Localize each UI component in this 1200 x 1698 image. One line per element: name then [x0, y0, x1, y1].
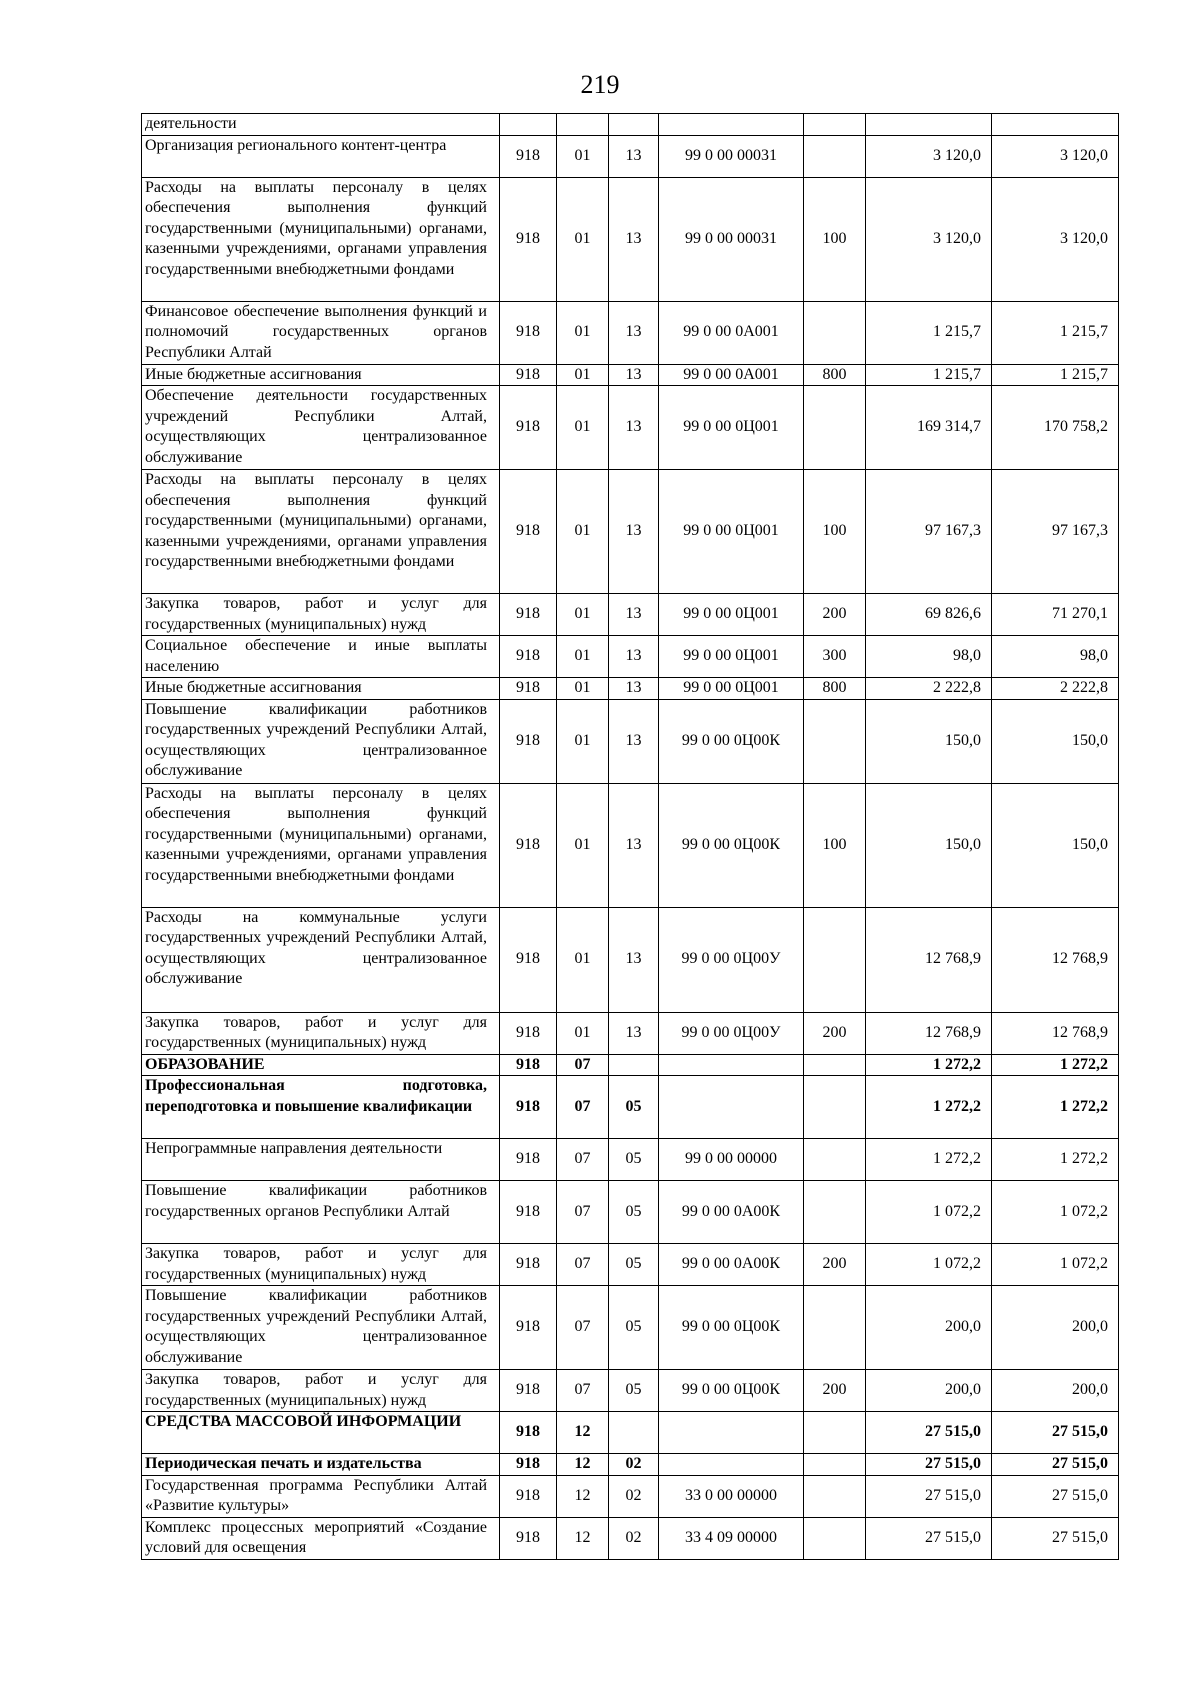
target-article-cell: 99 0 00 0Ц00К	[659, 783, 804, 907]
table-row	[142, 1286, 1119, 1370]
target-article-cell: 99 0 00 0Ц001	[659, 386, 804, 470]
row-name-cell: Иные бюджетные ассигнования	[142, 364, 500, 386]
table-row	[142, 177, 1119, 301]
row-name-cell: Периодическая печать и издательства	[142, 1454, 500, 1476]
expense-type-cell	[804, 1054, 866, 1076]
subsection-code-cell: 13	[609, 699, 659, 783]
subsection-code-cell: 13	[609, 594, 659, 636]
table-row	[142, 1454, 1119, 1476]
amount-year1-cell: 98,0	[866, 636, 992, 678]
row-name-cell: Социальное обеспечение и иные выплаты населению	[142, 636, 500, 678]
amount-year1-cell: 69 826,6	[866, 594, 992, 636]
amount-year2-cell	[992, 114, 1119, 136]
section-code-cell: 07	[557, 1244, 609, 1286]
amount-year1-cell: 1 272,2	[866, 1076, 992, 1139]
row-name-cell: Финансовое обеспечение выполнения функций и полномочий государственных органов Республики Алтай	[142, 301, 500, 364]
subsection-code-cell: 13	[609, 636, 659, 678]
budget-table	[141, 113, 1119, 1560]
row-name-cell: Расходы на выплаты персоналу в целях обеспечения выполнения функций государственными (муниципальными) органами, казенными учреждениями, органами управления государственными внебюджетными фондами	[142, 783, 500, 907]
expense-type-cell	[804, 135, 866, 177]
target-article-cell: 33 0 00 00000	[659, 1475, 804, 1517]
subsection-code-cell: 05	[609, 1181, 659, 1244]
amount-year2-cell: 27 515,0	[992, 1517, 1119, 1559]
section-code-cell: 07	[557, 1286, 609, 1370]
ministry-code-cell: 918	[500, 177, 557, 301]
ministry-code-cell: 918	[500, 301, 557, 364]
target-article-cell	[659, 1054, 804, 1076]
amount-year1-cell: 27 515,0	[866, 1412, 992, 1454]
ministry-code-cell: 918	[500, 1076, 557, 1139]
section-code-cell: 07	[557, 1370, 609, 1412]
section-code-cell: 01	[557, 907, 609, 1012]
amount-year2-cell: 1 215,7	[992, 301, 1119, 364]
subsection-code-cell: 13	[609, 364, 659, 386]
amount-year2-cell: 98,0	[992, 636, 1119, 678]
ministry-code-cell: 918	[500, 1517, 557, 1559]
section-code-cell	[557, 114, 609, 136]
amount-year1-cell: 1 072,2	[866, 1244, 992, 1286]
expense-type-cell	[804, 699, 866, 783]
amount-year1-cell: 1 272,2	[866, 1139, 992, 1181]
expense-type-cell: 100	[804, 177, 866, 301]
ministry-code-cell: 918	[500, 1139, 557, 1181]
ministry-code-cell	[500, 114, 557, 136]
amount-year2-cell: 200,0	[992, 1370, 1119, 1412]
table-row	[142, 699, 1119, 783]
section-code-cell: 01	[557, 386, 609, 470]
amount-year1-cell: 27 515,0	[866, 1475, 992, 1517]
amount-year2-cell: 150,0	[992, 783, 1119, 907]
table-row	[142, 1244, 1119, 1286]
expense-type-cell	[804, 1181, 866, 1244]
amount-year2-cell: 200,0	[992, 1286, 1119, 1370]
table-row	[142, 470, 1119, 594]
table-row	[142, 1012, 1119, 1054]
expense-type-cell	[804, 1412, 866, 1454]
expense-type-cell: 200	[804, 1370, 866, 1412]
section-code-cell: 01	[557, 699, 609, 783]
amount-year2-cell: 1 272,2	[992, 1054, 1119, 1076]
amount-year2-cell: 27 515,0	[992, 1454, 1119, 1476]
section-code-cell: 01	[557, 364, 609, 386]
amount-year2-cell: 97 167,3	[992, 470, 1119, 594]
amount-year1-cell: 1 215,7	[866, 364, 992, 386]
subsection-code-cell: 13	[609, 907, 659, 1012]
section-code-cell: 01	[557, 636, 609, 678]
target-article-cell: 99 0 00 00031	[659, 177, 804, 301]
amount-year2-cell: 1 272,2	[992, 1139, 1119, 1181]
amount-year1-cell	[866, 114, 992, 136]
table-row	[142, 364, 1119, 386]
row-name-cell: Профессиональная подготовка, переподготовка и повышение квалификации	[142, 1076, 500, 1139]
amount-year2-cell: 71 270,1	[992, 594, 1119, 636]
section-code-cell: 01	[557, 301, 609, 364]
subsection-code-cell: 13	[609, 1012, 659, 1054]
ministry-code-cell: 918	[500, 1454, 557, 1476]
amount-year2-cell: 12 768,9	[992, 1012, 1119, 1054]
section-code-cell: 01	[557, 594, 609, 636]
target-article-cell	[659, 114, 804, 136]
amount-year2-cell: 3 120,0	[992, 177, 1119, 301]
subsection-code-cell: 13	[609, 783, 659, 907]
section-code-cell: 07	[557, 1054, 609, 1076]
subsection-code-cell: 13	[609, 177, 659, 301]
row-name-cell: СРЕДСТВА МАССОВОЙ ИНФОРМАЦИИ	[142, 1412, 500, 1454]
target-article-cell: 99 0 00 0А00К	[659, 1181, 804, 1244]
ministry-code-cell: 918	[500, 386, 557, 470]
ministry-code-cell: 918	[500, 470, 557, 594]
ministry-code-cell: 918	[500, 1370, 557, 1412]
table-row	[142, 114, 1119, 136]
amount-year2-cell: 12 768,9	[992, 907, 1119, 1012]
subsection-code-cell: 05	[609, 1286, 659, 1370]
table-row	[142, 1412, 1119, 1454]
table-row	[142, 135, 1119, 177]
target-article-cell: 99 0 00 0Ц00К	[659, 1286, 804, 1370]
amount-year2-cell: 1 072,2	[992, 1244, 1119, 1286]
amount-year1-cell: 1 072,2	[866, 1181, 992, 1244]
target-article-cell: 99 0 00 00031	[659, 135, 804, 177]
table-row	[142, 1054, 1119, 1076]
amount-year1-cell: 12 768,9	[866, 907, 992, 1012]
amount-year1-cell: 200,0	[866, 1286, 992, 1370]
amount-year1-cell: 3 120,0	[866, 177, 992, 301]
expense-type-cell	[804, 386, 866, 470]
amount-year2-cell: 1 072,2	[992, 1181, 1119, 1244]
subsection-code-cell: 13	[609, 301, 659, 364]
subsection-code-cell	[609, 1054, 659, 1076]
target-article-cell: 99 0 00 0А001	[659, 364, 804, 386]
ministry-code-cell: 918	[500, 1412, 557, 1454]
target-article-cell	[659, 1412, 804, 1454]
section-code-cell: 01	[557, 783, 609, 907]
row-name-cell: Расходы на выплаты персоналу в целях обеспечения выполнения функций государственными (муниципальными) органами, казенными учреждениями, органами управления государственными внебюджетными фондами	[142, 470, 500, 594]
expense-type-cell	[804, 1139, 866, 1181]
subsection-code-cell	[609, 1412, 659, 1454]
amount-year1-cell: 1 272,2	[866, 1054, 992, 1076]
ministry-code-cell: 918	[500, 636, 557, 678]
amount-year1-cell: 150,0	[866, 783, 992, 907]
expense-type-cell	[804, 1475, 866, 1517]
row-name-cell: Комплекс процессных мероприятий «Создание условий для освещения	[142, 1517, 500, 1559]
subsection-code-cell: 05	[609, 1370, 659, 1412]
row-name-cell: Расходы на выплаты персоналу в целях обеспечения выполнения функций государственными (муниципальными) органами, казенными учреждениями, органами управления государственными внебюджетными фондами	[142, 177, 500, 301]
target-article-cell: 99 0 00 0Ц00У	[659, 907, 804, 1012]
ministry-code-cell: 918	[500, 783, 557, 907]
section-code-cell: 12	[557, 1454, 609, 1476]
row-name-cell: Иные бюджетные ассигнования	[142, 678, 500, 700]
expense-type-cell	[804, 1517, 866, 1559]
section-code-cell: 01	[557, 177, 609, 301]
row-name-cell: Закупка товаров, работ и услуг для государственных (муниципальных) нужд	[142, 1012, 500, 1054]
expense-type-cell: 200	[804, 594, 866, 636]
amount-year2-cell: 27 515,0	[992, 1475, 1119, 1517]
target-article-cell: 99 0 00 0Ц00К	[659, 699, 804, 783]
amount-year1-cell: 150,0	[866, 699, 992, 783]
ministry-code-cell: 918	[500, 364, 557, 386]
amount-year2-cell: 1 272,2	[992, 1076, 1119, 1139]
ministry-code-cell: 918	[500, 1286, 557, 1370]
table-row	[142, 594, 1119, 636]
amount-year1-cell: 200,0	[866, 1370, 992, 1412]
table-row	[142, 1181, 1119, 1244]
target-article-cell: 99 0 00 0Ц00У	[659, 1012, 804, 1054]
row-name-cell: Государственная программа Республики Алтай «Развитие культуры»	[142, 1475, 500, 1517]
amount-year2-cell: 27 515,0	[992, 1412, 1119, 1454]
expense-type-cell: 200	[804, 1244, 866, 1286]
table-row	[142, 1475, 1119, 1517]
expense-type-cell: 300	[804, 636, 866, 678]
row-name-cell: Закупка товаров, работ и услуг для государственных (муниципальных) нужд	[142, 594, 500, 636]
row-name-cell: Закупка товаров, работ и услуг для государственных (муниципальных) нужд	[142, 1370, 500, 1412]
amount-year1-cell: 3 120,0	[866, 135, 992, 177]
target-article-cell	[659, 1076, 804, 1139]
row-name-cell: Повышение квалификации работников государственных органов Республики Алтай	[142, 1181, 500, 1244]
subsection-code-cell: 13	[609, 470, 659, 594]
target-article-cell	[659, 1454, 804, 1476]
subsection-code-cell: 05	[609, 1139, 659, 1181]
table-row	[142, 783, 1119, 907]
subsection-code-cell: 13	[609, 386, 659, 470]
amount-year1-cell: 27 515,0	[866, 1517, 992, 1559]
table-body	[142, 114, 1119, 1560]
subsection-code-cell: 02	[609, 1517, 659, 1559]
section-code-cell: 07	[557, 1139, 609, 1181]
target-article-cell: 99 0 00 0Ц001	[659, 636, 804, 678]
section-code-cell: 12	[557, 1475, 609, 1517]
section-code-cell: 07	[557, 1181, 609, 1244]
ministry-code-cell: 918	[500, 594, 557, 636]
target-article-cell: 99 0 00 0Ц001	[659, 470, 804, 594]
target-article-cell: 99 0 00 0А00К	[659, 1244, 804, 1286]
subsection-code-cell: 05	[609, 1076, 659, 1139]
ministry-code-cell: 918	[500, 1054, 557, 1076]
expense-type-cell	[804, 1076, 866, 1139]
row-name-cell: Обеспечение деятельности государственных учреждений Республики Алтай, осуществляющих централизованное обслуживание	[142, 386, 500, 470]
table-row	[142, 1517, 1119, 1559]
subsection-code-cell: 02	[609, 1475, 659, 1517]
section-code-cell: 12	[557, 1517, 609, 1559]
section-code-cell: 07	[557, 1076, 609, 1139]
amount-year2-cell: 170 758,2	[992, 386, 1119, 470]
section-code-cell: 01	[557, 1012, 609, 1054]
table-row	[142, 907, 1119, 1012]
section-code-cell: 01	[557, 678, 609, 700]
target-article-cell: 99 0 00 00000	[659, 1139, 804, 1181]
expense-type-cell	[804, 1286, 866, 1370]
table-row	[142, 678, 1119, 700]
ministry-code-cell: 918	[500, 1475, 557, 1517]
amount-year2-cell: 1 215,7	[992, 364, 1119, 386]
expense-type-cell: 800	[804, 364, 866, 386]
expense-type-cell	[804, 114, 866, 136]
row-name-cell: Организация регионального контент-центра	[142, 135, 500, 177]
subsection-code-cell: 13	[609, 135, 659, 177]
expense-type-cell	[804, 301, 866, 364]
table-row	[142, 1370, 1119, 1412]
subsection-code-cell: 05	[609, 1244, 659, 1286]
expense-type-cell: 800	[804, 678, 866, 700]
table-row	[142, 1076, 1119, 1139]
section-code-cell: 01	[557, 135, 609, 177]
expense-type-cell: 100	[804, 783, 866, 907]
table-row	[142, 1139, 1119, 1181]
row-name-cell: Закупка товаров, работ и услуг для государственных (муниципальных) нужд	[142, 1244, 500, 1286]
table-row	[142, 636, 1119, 678]
target-article-cell: 99 0 00 0Ц001	[659, 678, 804, 700]
ministry-code-cell: 918	[500, 907, 557, 1012]
expense-type-cell: 200	[804, 1012, 866, 1054]
expense-type-cell	[804, 1454, 866, 1476]
row-name-cell: Повышение квалификации работников государственных учреждений Республики Алтай, осуществляющих централизованное обслуживание	[142, 1286, 500, 1370]
section-code-cell: 01	[557, 470, 609, 594]
subsection-code-cell	[609, 114, 659, 136]
amount-year2-cell: 150,0	[992, 699, 1119, 783]
target-article-cell: 99 0 00 0А001	[659, 301, 804, 364]
row-name-cell: деятельности	[142, 114, 500, 136]
ministry-code-cell: 918	[500, 1244, 557, 1286]
target-article-cell: 33 4 09 00000	[659, 1517, 804, 1559]
page-number: 219	[580, 70, 620, 99]
ministry-code-cell: 918	[500, 699, 557, 783]
row-name-cell: ОБРАЗОВАНИЕ	[142, 1054, 500, 1076]
expense-type-cell: 100	[804, 470, 866, 594]
subsection-code-cell: 02	[609, 1454, 659, 1476]
amount-year1-cell: 12 768,9	[866, 1012, 992, 1054]
ministry-code-cell: 918	[500, 1181, 557, 1244]
amount-year1-cell: 2 222,8	[866, 678, 992, 700]
row-name-cell: Расходы на коммунальные услуги государственных учреждений Республики Алтай, осуществляющих централизованное обслуживание	[142, 907, 500, 1012]
table-row	[142, 301, 1119, 364]
target-article-cell: 99 0 00 0Ц001	[659, 594, 804, 636]
ministry-code-cell: 918	[500, 678, 557, 700]
section-code-cell: 12	[557, 1412, 609, 1454]
expense-type-cell	[804, 907, 866, 1012]
ministry-code-cell: 918	[500, 135, 557, 177]
amount-year1-cell: 169 314,7	[866, 386, 992, 470]
table-row	[142, 386, 1119, 470]
amount-year2-cell: 3 120,0	[992, 135, 1119, 177]
amount-year1-cell: 1 215,7	[866, 301, 992, 364]
target-article-cell: 99 0 00 0Ц00К	[659, 1370, 804, 1412]
amount-year2-cell: 2 222,8	[992, 678, 1119, 700]
ministry-code-cell: 918	[500, 1012, 557, 1054]
amount-year1-cell: 97 167,3	[866, 470, 992, 594]
amount-year1-cell: 27 515,0	[866, 1454, 992, 1476]
subsection-code-cell: 13	[609, 678, 659, 700]
row-name-cell: Повышение квалификации работников государственных учреждений Республики Алтай, осуществляющих централизованное обслуживание	[142, 699, 500, 783]
row-name-cell: Непрограммные направления деятельности	[142, 1139, 500, 1181]
